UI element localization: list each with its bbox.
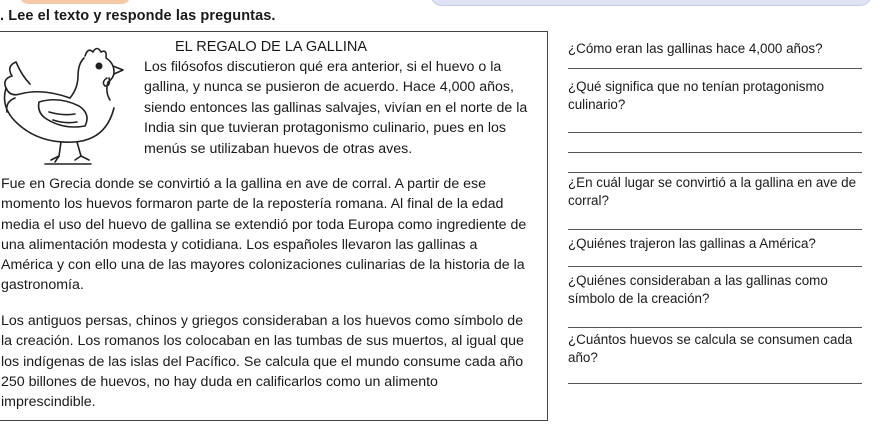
hen-illustration-icon xyxy=(1,38,131,166)
text-line: gastronomía. xyxy=(1,277,84,294)
text-line: la creación. Los romanos los colocaban en las tumbas de sus muertos, al igual que xyxy=(1,333,524,350)
text-line: media el uso del huevo de gallina se extendió por toda Europa como ingrediente de xyxy=(1,216,527,233)
paragraph-2 xyxy=(1,311,546,412)
question-4: ¿Quiénes trajeron las gallinas a América? xyxy=(568,236,816,251)
text-line: los indígenas de las islas del Pacífico. Se calcula que el mundo consume cada año xyxy=(1,353,524,370)
text-line: India sin que tuvieran protagonismo culinario, pues en los xyxy=(144,120,507,137)
question-2: ¿Qué significa que no tenían protagonismo culinario? xyxy=(568,79,825,112)
text-line: una alimentación modesta y cotidiana. Los españoles llevaron las gallinas a xyxy=(1,236,478,253)
answer-line-3[interactable] xyxy=(568,229,862,230)
text-line: imprescindible. xyxy=(1,394,96,411)
answer-line-2[interactable] xyxy=(568,132,862,133)
question-3: ¿En cuál lugar se convirtió a la gallina en ave de corral? xyxy=(568,175,857,208)
question-5: ¿Quiénes consideraban a las gallinas como símbolo de la creación? xyxy=(568,273,828,306)
header-decoration-right xyxy=(430,0,872,6)
text-line: Los antiguos persas, chinos y griegos consideraban a los huevos como símbolo de xyxy=(1,313,524,329)
text-line: Fue en Grecia donde se convirtió a la gallina en ave de corral. A partir de ese xyxy=(1,176,487,192)
answer-line-1[interactable] xyxy=(568,68,862,69)
text-line: América y con ello una de las mayores colonizaciones culinarias de la historia de la xyxy=(1,257,525,274)
question-6: ¿Cuántos huevos se calcula se consumen cada año? xyxy=(568,332,853,365)
text-line: siendo entonces las gallinas salvajes, vivían en el norte de la xyxy=(144,99,528,116)
reading-passage-box xyxy=(0,31,548,421)
text-line: Los filósofos discutieron qué era anterior, si el huevo o la xyxy=(144,59,502,75)
paragraph-1 xyxy=(1,174,546,296)
text-line: gallina, y nunca se pusieron de acuerdo. Hace 4,000 años, xyxy=(144,79,514,96)
text-line: menús se utilizaban huevos de otras aves. xyxy=(144,140,413,157)
answer-line-2c[interactable] xyxy=(568,172,862,173)
reading-title: EL REGALO DE LA GALLINA xyxy=(175,39,368,55)
answer-line-2b[interactable] xyxy=(568,152,862,153)
answer-line-4[interactable] xyxy=(568,266,862,267)
answer-line-5[interactable] xyxy=(568,327,862,328)
answer-line-6[interactable] xyxy=(568,383,862,384)
header-decoration-left xyxy=(20,0,130,4)
intro-paragraph xyxy=(144,57,544,159)
question-1: ¿Cómo eran las gallinas hace 4,000 años? xyxy=(568,41,823,56)
text-line: momento los huevos formaron parte de la repostería romana. Al final de la edad xyxy=(1,196,504,213)
text-line: 250 billones de huevos, no hay duda en calificarlos como un alimento xyxy=(1,373,438,390)
instruction-text: . Lee el texto y responde las preguntas. xyxy=(0,8,276,24)
